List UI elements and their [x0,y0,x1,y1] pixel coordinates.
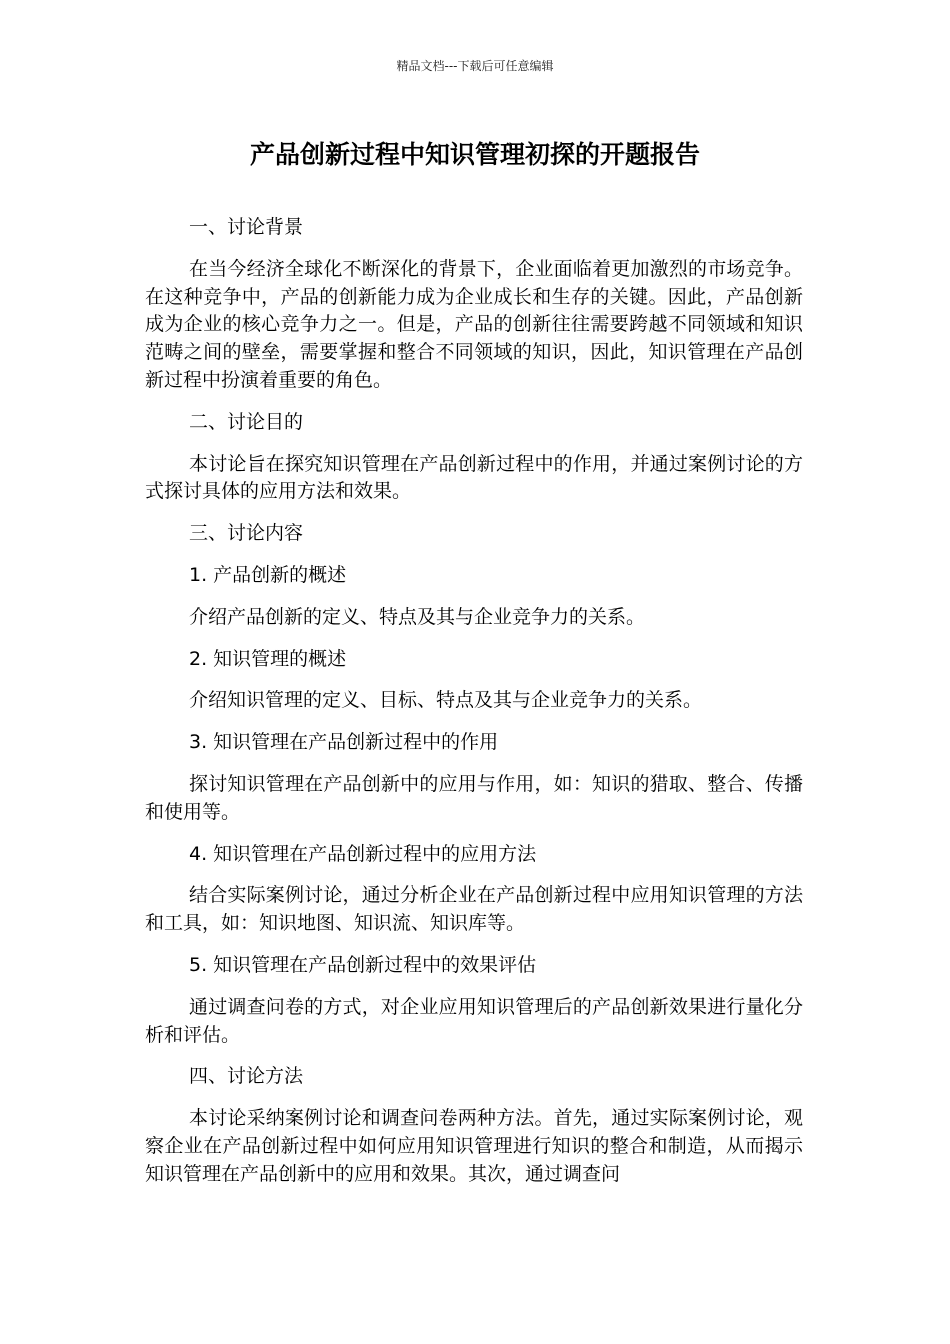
header-note: 精品文档---下载后可任意编辑 [396,59,554,73]
section-heading-method: 四、讨论方法 [189,1065,304,1088]
subheading-km-evaluation: 5. 知识管理在产品创新过程中的效果评估 [189,953,537,976]
document-title: 产品创新过程中知识管理初探的开题报告 [249,140,700,169]
section-heading-content: 三、讨论内容 [189,522,304,545]
paragraph-method: 本讨论采纳案例讨论和调查问卷两种方法。首先，通过实际案例讨论，观察企业在产品创新过程中如何应用知识管理进行知识的整合和制造，从而揭示知识管理在产品创新中的应用和效果。其次，通过调查问 [145,1107,803,1185]
subheading-product-innovation: 1. 产品创新的概述 [189,563,347,586]
paragraph-background: 在当今经济全球化不断深化的背景下，企业面临着更加激烈的市场竞争。在这种竞争中，产品的创新能力成为企业成长和生存的关键。因此，产品创新成为企业的核心竞争力之一。但是，产品的创新往往需要跨越不同领域和知识范畴之间的壁垒，需要掌握和整合不同领域的知识，因此，知识管理在产品创新过程中扮演着重要的角色。 [145,257,803,391]
section-heading-purpose: 二、讨论目的 [189,410,304,433]
paragraph-km-evaluation: 通过调查问卷的方式，对企业应用知识管理后的产品创新效果进行量化分析和评估。 [145,995,803,1046]
paragraph-purpose: 本讨论旨在探究知识管理在产品创新过程中的作用，并通过案例讨论的方式探讨具体的应用方法和效果。 [145,452,803,503]
subheading-knowledge-management: 2. 知识管理的概述 [189,647,347,670]
paragraph-knowledge-management: 介绍知识管理的定义、目标、特点及其与企业竞争力的关系。 [189,689,703,712]
subheading-km-methods: 4. 知识管理在产品创新过程中的应用方法 [189,842,537,865]
document-body [145,214,803,1203]
paragraph-km-methods: 结合实际案例讨论，通过分析企业在产品创新过程中应用知识管理的方法和工具，如：知识地图、知识流、知识库等。 [145,884,803,935]
subheading-km-role: 3. 知识管理在产品创新过程中的作用 [189,731,499,754]
paragraph-product-innovation: 介绍产品创新的定义、特点及其与企业竞争力的关系。 [189,605,646,628]
section-heading-background: 一、讨论背景 [189,216,304,238]
paragraph-km-role: 探讨知识管理在产品创新中的应用与作用，如：知识的猎取、整合、传播和使用等。 [145,772,803,823]
